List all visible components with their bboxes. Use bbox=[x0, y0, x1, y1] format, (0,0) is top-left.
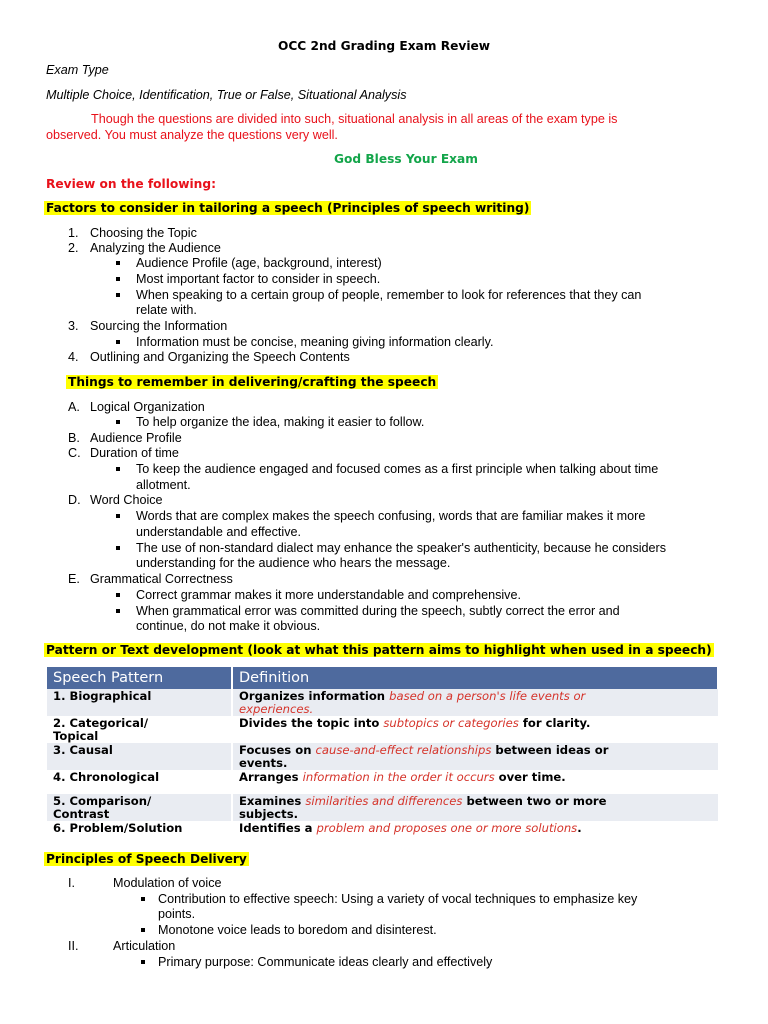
note-line-2: observed. You must analyze the questions very well. bbox=[46, 128, 338, 142]
bullet-text: Monotone voice leads to boredom and disinterest. bbox=[158, 923, 437, 937]
list-item-label: Choosing the Topic bbox=[90, 226, 197, 240]
pattern-cell: 2. Categorical/ Topical bbox=[47, 716, 232, 743]
list-item: B. bbox=[68, 431, 80, 445]
bullet-icon bbox=[116, 514, 120, 518]
list-item: C. bbox=[68, 446, 81, 460]
bullet-text: When grammatical error was committed during the speech, subtly correct the error and bbox=[136, 604, 620, 618]
list-item: E. bbox=[68, 572, 80, 586]
list-item-label: Outlining and Organizing the Speech Contents bbox=[90, 350, 350, 364]
table-row bbox=[47, 770, 718, 794]
bullet-icon bbox=[116, 546, 120, 550]
bullet-icon bbox=[116, 261, 120, 265]
list-item: 2. bbox=[68, 241, 79, 255]
list-item-label: Analyzing the Audience bbox=[90, 241, 221, 255]
section2-heading: Things to remember in delivering/crafting the speech bbox=[68, 375, 437, 389]
list-item: 1. bbox=[68, 226, 79, 240]
bullet-text: Correct grammar makes it more understandable and comprehensive. bbox=[136, 588, 521, 602]
list-item: I. bbox=[68, 876, 75, 890]
note-line-1: Though the questions are divided into such, situational analysis in all areas of the exam type is bbox=[91, 112, 618, 126]
definition-cell: Organizes information based on a person's life events or experiences. bbox=[232, 689, 718, 716]
list-item-label: Logical Organization bbox=[90, 400, 205, 414]
bullet-text: The use of non-standard dialect may enhance the speaker's authenticity, because he considers bbox=[136, 541, 667, 555]
pattern-cell: 4. Chronological bbox=[47, 770, 232, 794]
bullet-text: Audience Profile (age, background, interest) bbox=[136, 256, 382, 270]
speech-pattern-table bbox=[47, 667, 719, 843]
bullet-text: To help organize the idea, making it easier to follow. bbox=[136, 415, 425, 429]
table-header-pattern: Speech Pattern bbox=[47, 667, 232, 689]
list-item-label: Modulation of voice bbox=[113, 876, 222, 890]
bullet-text-continued: understandable and effective. bbox=[136, 525, 302, 539]
table-header-definition: Definition bbox=[232, 667, 718, 689]
page-title: OCC 2nd Grading Exam Review bbox=[277, 39, 491, 53]
definition-cell: Divides the topic into subtopics or categories for clarity. bbox=[232, 716, 718, 743]
bullet-text-continued: points. bbox=[158, 907, 196, 921]
bullet-icon bbox=[116, 340, 120, 344]
bullet-icon bbox=[116, 467, 120, 471]
pattern-cell: 1. Biographical bbox=[47, 689, 232, 716]
definition-cell: Focuses on cause-and-effect relationships between ideas or events. bbox=[232, 743, 718, 770]
bullet-text-continued: allotment. bbox=[136, 478, 191, 492]
bullet-text-continued: continue, do not make it obvious. bbox=[136, 619, 321, 633]
section1-heading: Factors to consider in tailoring a speech (Principles of speech writing) bbox=[46, 201, 530, 215]
pattern-cell: 3. Causal bbox=[47, 743, 232, 770]
table-row bbox=[47, 716, 718, 743]
list-item-label: Word Choice bbox=[90, 493, 163, 507]
bullet-text: To keep the audience engaged and focused comes as a first principle when talking about time bbox=[136, 462, 659, 476]
table-row bbox=[47, 689, 718, 716]
bullet-icon bbox=[116, 609, 120, 613]
list-item-label: Articulation bbox=[113, 939, 176, 953]
bullet-text-continued: understanding for the audience who hears the message. bbox=[136, 556, 451, 570]
list-item-label: Duration of time bbox=[90, 446, 179, 460]
bullet-icon bbox=[141, 897, 145, 901]
table-row bbox=[47, 821, 718, 843]
pattern-cell: 6. Problem/Solution bbox=[47, 821, 232, 843]
definition-cell: Arranges information in the order it occurs over time. bbox=[232, 770, 718, 794]
exam-type-label: Exam Type bbox=[46, 63, 109, 77]
bullet-icon bbox=[116, 277, 120, 281]
bullet-icon bbox=[116, 420, 120, 424]
table-row bbox=[47, 743, 718, 770]
bullet-icon bbox=[116, 593, 120, 597]
list-item: 4. bbox=[68, 350, 79, 364]
list-item: A. bbox=[68, 400, 80, 414]
definition-cell: Examines similarities and differences between two or more subjects. bbox=[232, 794, 718, 821]
section4-heading: Principles of Speech Delivery bbox=[46, 852, 247, 866]
exam-types: Multiple Choice, Identification, True or False, Situational Analysis bbox=[46, 88, 407, 102]
pattern-cell: 5. Comparison/ Contrast bbox=[47, 794, 232, 821]
bullet-text: When speaking to a certain group of people, remember to look for references that they can bbox=[136, 288, 642, 302]
bullet-text: Most important factor to consider in speech. bbox=[136, 272, 381, 286]
bullet-icon bbox=[141, 928, 145, 932]
list-item-label: Grammatical Correctness bbox=[90, 572, 233, 586]
list-item-label: Audience Profile bbox=[90, 431, 182, 445]
bullet-text: Information must be concise, meaning giving information clearly. bbox=[136, 335, 494, 349]
list-item: II. bbox=[68, 939, 79, 953]
bullet-text-continued: relate with. bbox=[136, 303, 197, 317]
bullet-icon bbox=[141, 960, 145, 964]
bullet-text: Contribution to effective speech: Using a variety of vocal techniques to emphasize key bbox=[158, 892, 638, 906]
bullet-text: Primary purpose: Communicate ideas clearly and effectively bbox=[158, 955, 493, 969]
definition-cell: Identifies a problem and proposes one or more solutions. bbox=[232, 821, 718, 843]
table-row bbox=[47, 794, 718, 821]
list-item-label: Sourcing the Information bbox=[90, 319, 228, 333]
bullet-icon bbox=[116, 293, 120, 297]
bullet-text: Words that are complex makes the speech confusing, words that are familiar makes it more bbox=[136, 509, 646, 523]
list-item: D. bbox=[68, 493, 81, 507]
review-heading: Review on the following: bbox=[46, 177, 216, 191]
blessing-text: God Bless Your Exam bbox=[334, 152, 478, 166]
list-item: 3. bbox=[68, 319, 79, 333]
section3-heading: Pattern or Text development (look at what this pattern aims to highlight when used in a speech) bbox=[46, 643, 712, 657]
